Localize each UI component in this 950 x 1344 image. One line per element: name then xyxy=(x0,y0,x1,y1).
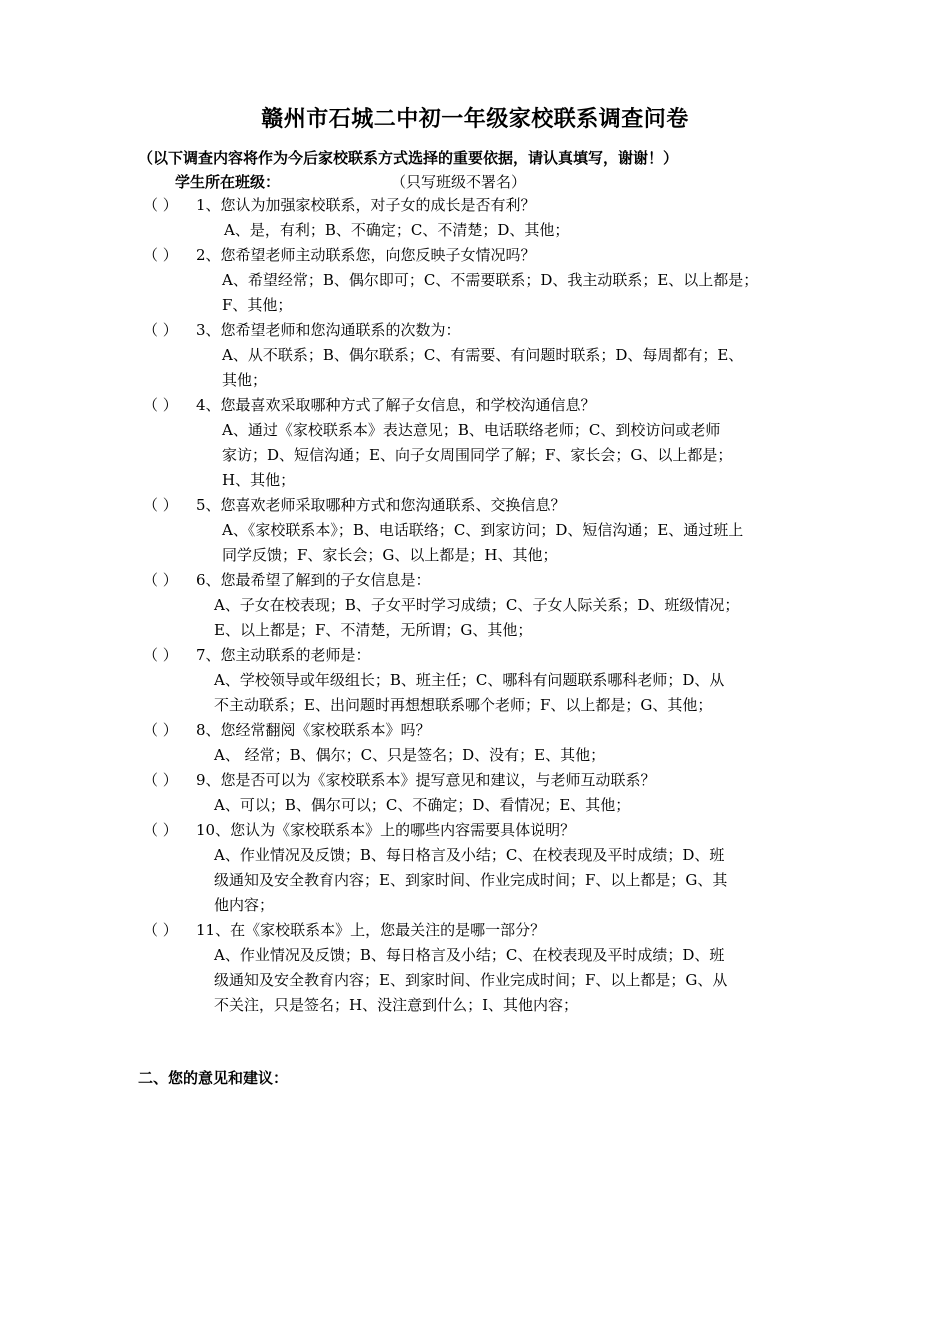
answer-blank[interactable]: （ ） xyxy=(143,246,178,264)
answer-blank[interactable]: （ ） xyxy=(143,496,178,514)
question-options xyxy=(214,743,832,768)
question-text: 6、您最希望了解到的子女信息是： xyxy=(196,571,431,589)
class-label: 学生所在班级： xyxy=(175,173,281,191)
option-line: H、其他； xyxy=(222,471,296,489)
question-6 xyxy=(0,568,950,643)
option-line: A、通过《家校联系本》表达意见；B、电话联络老师；C、到校访问或老师 xyxy=(222,421,721,439)
question-text: 4、您最喜欢采取哪种方式了解子女信息，和学校沟通信息？ xyxy=(196,396,596,414)
option-line: 他内容； xyxy=(214,896,275,914)
question-text: 1、您认为加强家校联系，对子女的成长是否有利？ xyxy=(196,196,536,214)
option-line: A、从不联系；B、偶尔联系；C、有需要、有问题时联系；D、每周都有；E、 xyxy=(222,346,744,364)
option-line: 家访；D、短信沟通；E、向子女周围同学了解；F、家长会；G、以上都是； xyxy=(222,446,733,464)
option-line: 级通知及安全教育内容；E、到家时间、作业完成时间；F、以上都是；G、其 xyxy=(214,871,728,889)
question-options xyxy=(224,218,832,243)
question-3 xyxy=(0,318,950,393)
question-text: 9、您是否可以为《家校联系本》提写意见和建议，与老师互动联系？ xyxy=(196,771,656,789)
question-list xyxy=(0,193,950,1018)
question-11 xyxy=(0,918,950,1018)
class-field xyxy=(175,170,527,194)
answer-blank[interactable]: （ ） xyxy=(143,921,178,939)
question-options xyxy=(222,268,832,318)
option-line: A、可以；B、偶尔可以；C、不确定；D、看情况；E、其他； xyxy=(214,796,631,814)
question-options xyxy=(214,793,832,818)
answer-blank[interactable]: （ ） xyxy=(143,396,178,414)
question-10 xyxy=(0,818,950,918)
question-options xyxy=(222,343,832,393)
question-1 xyxy=(0,193,950,243)
option-line: A、子女在校表现；B、子女平时学习成绩；C、子女人际关系；D、班级情况； xyxy=(214,596,740,614)
question-text: 8、您经常翻阅《家校联系本》吗？ xyxy=(196,721,431,739)
question-header xyxy=(0,193,950,218)
intro-note: （以下调查内容将作为今后家校联系方式选择的重要依据，请认真填写，谢谢！） xyxy=(138,149,679,167)
question-text: 10、您认为《家校联系本》上的哪些内容需要具体说明？ xyxy=(196,821,576,839)
option-line: A、希望经常；B、偶尔即可；C、不需要联系；D、我主动联系；E、以上都是； xyxy=(222,271,759,289)
answer-blank[interactable]: （ ） xyxy=(143,321,178,339)
question-9 xyxy=(0,768,950,818)
question-header xyxy=(0,918,950,943)
answer-blank[interactable]: （ ） xyxy=(143,721,178,739)
answer-blank[interactable]: （ ） xyxy=(143,646,178,664)
question-text: 7、您主动联系的老师是： xyxy=(196,646,371,664)
question-header xyxy=(0,768,950,793)
class-note: （只写班级不署名） xyxy=(391,173,527,191)
question-header xyxy=(0,493,950,518)
question-header xyxy=(0,643,950,668)
question-header xyxy=(0,568,950,593)
question-text: 2、您希望老师主动联系您，向您反映子女情况吗？ xyxy=(196,246,536,264)
question-header xyxy=(0,243,950,268)
option-line: 同学反馈；F、家长会；G、以上都是；H、其他； xyxy=(222,546,558,564)
answer-blank[interactable]: （ ） xyxy=(143,821,178,839)
option-line: A、学校领导或年级组长；B、班主任；C、哪科有问题联系哪科老师；D、从 xyxy=(214,671,725,689)
option-line: F、其他； xyxy=(222,296,293,314)
question-4 xyxy=(0,393,950,493)
question-2 xyxy=(0,243,950,318)
question-header xyxy=(0,393,950,418)
option-line: 不关注，只是签名；H、没注意到什么；I、其他内容； xyxy=(214,996,579,1014)
option-line: A、是，有利；B、不确定；C、不清楚；D、其他； xyxy=(224,221,570,239)
question-options xyxy=(214,943,832,1018)
option-line: A、《家校联系本》；B、电话联络；C、到家访问；D、短信沟通；E、通过班上 xyxy=(222,521,744,539)
question-header xyxy=(0,318,950,343)
question-options xyxy=(214,593,832,643)
question-5 xyxy=(0,493,950,568)
option-line: 其他； xyxy=(222,371,268,389)
question-8 xyxy=(0,718,950,768)
option-line: 不主动联系；E、出问题时再想想联系哪个老师；F、以上都是；G、其他； xyxy=(214,696,713,714)
question-header xyxy=(0,718,950,743)
option-line: 级通知及安全教育内容；E、到家时间、作业完成时间；F、以上都是；G、从 xyxy=(214,971,728,989)
question-options xyxy=(214,843,832,918)
question-options xyxy=(222,518,832,568)
option-line: A、作业情况及反馈；B、每日格言及小结；C、在校表现及平时成绩；D、班 xyxy=(214,946,725,964)
question-text: 5、您喜欢老师采取哪种方式和您沟通联系、交换信息？ xyxy=(196,496,566,514)
question-options xyxy=(222,418,832,493)
question-7 xyxy=(0,643,950,718)
option-line: A、 经常；B、偶尔；C、只是签名；D、没有；E、其他； xyxy=(214,746,606,764)
question-text: 3、您希望老师和您沟通联系的次数为： xyxy=(196,321,461,339)
answer-blank[interactable]: （ ） xyxy=(143,196,178,214)
section-two-heading: 二、您的意见和建议： xyxy=(138,1069,289,1087)
answer-blank[interactable]: （ ） xyxy=(143,771,178,789)
option-line: A、作业情况及反馈；B、每日格言及小结；C、在校表现及平时成绩；D、班 xyxy=(214,846,725,864)
option-line: E、以上都是；F、不清楚，无所谓；G、其他； xyxy=(214,621,533,639)
question-header xyxy=(0,818,950,843)
answer-blank[interactable]: （ ） xyxy=(143,571,178,589)
question-options xyxy=(214,668,832,718)
document-title: 赣州市石城二中初一年级家校联系调查问卷 xyxy=(261,106,689,132)
question-text: 11、在《家校联系本》上，您最关注的是哪一部分？ xyxy=(196,921,546,939)
